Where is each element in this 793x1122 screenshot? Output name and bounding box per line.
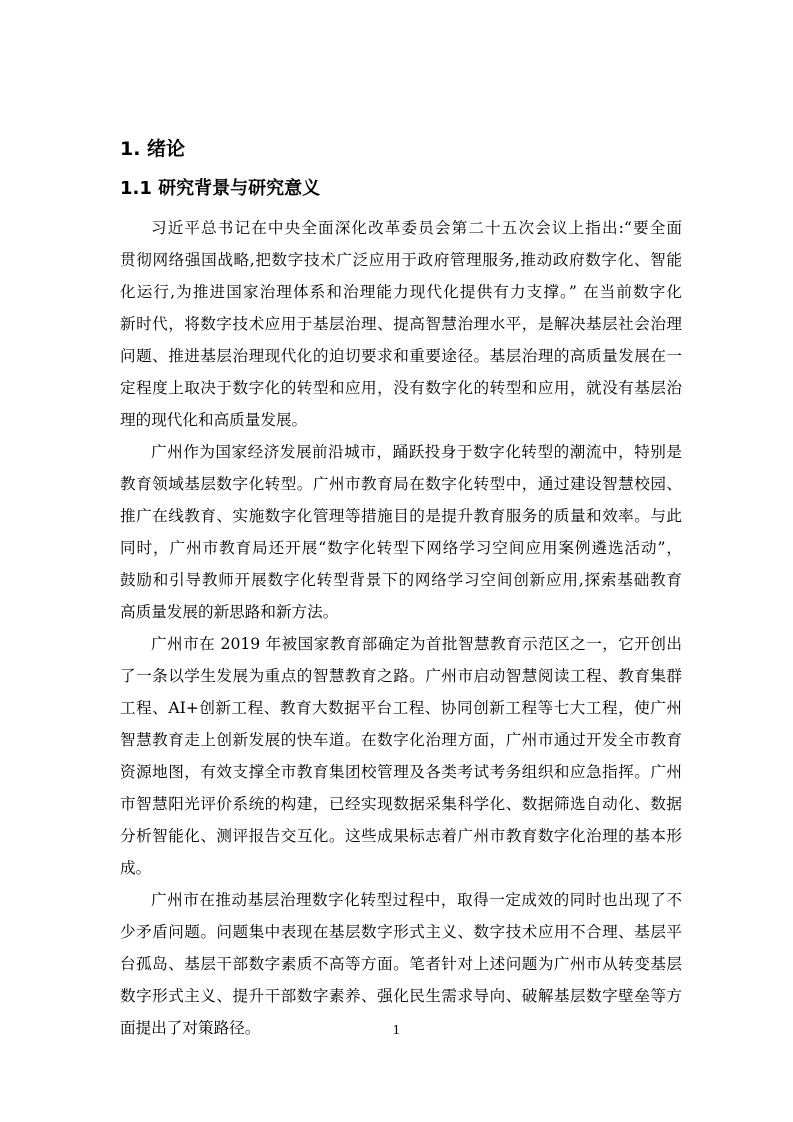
- text-line: 台孤岛、基层干部数字素质不高等方面。笔者针对上述问题为广州市从转变基层: [120, 955, 682, 973]
- text-line: 习近平总书记在中央全面深化改革委员会第二十五次会议上指出:“要全面: [151, 219, 682, 237]
- body-text: [120, 212, 682, 1044]
- chapter-heading: 1. 绪论: [120, 138, 186, 160]
- text-line: 问题、推进基层治理现代化的迫切要求和重要途径。基层治理的高质量发展在一: [120, 347, 682, 365]
- text-line: 化运行,为推进国家治理体系和治理能力现代化提供有力支撑。” 在当前数字化: [120, 283, 682, 301]
- text-line: 高质量发展的新思路和新方法。: [120, 603, 339, 621]
- paragraph: [120, 628, 682, 884]
- text-line: 工程、AI+创新工程、教育大数据平台工程、协同创新工程等七大工程，使广州: [120, 699, 682, 717]
- text-line: 资源地图，有效支撑全市教育集团校管理及各类考试考务组织和应急指挥。广州: [120, 763, 682, 781]
- text-line: 定程度上取决于数字化的转型和应用，没有数字化的转型和应用，就没有基层治: [120, 379, 682, 397]
- page-number: 1: [392, 1023, 401, 1037]
- text-line: 广州作为国家经济发展前沿城市，踊跃投身于数字化转型的潮流中，特别是: [151, 443, 682, 461]
- text-line: 面提出了对策路径。: [120, 1019, 261, 1037]
- text-line: 数字形式主义、提升干部数字素养、强化民生需求导向、破解基层数字壁垒等方: [120, 987, 682, 1005]
- text-line: 广州市在推动基层治理数字化转型过程中，取得一定成效的同时也出现了不: [151, 891, 682, 909]
- text-line: 推广在线教育、实施数字化管理等措施目的是提升教育服务的质量和效率。与此: [120, 507, 682, 525]
- text-line: 教育领域基层数字化转型。广州市教育局在数字化转型中，通过建设智慧校园、: [120, 475, 682, 493]
- text-line: 了一条以学生发展为重点的智慧教育之路。广州市启动智慧阅读工程、教育集群: [120, 667, 682, 685]
- text-line: 鼓励和引导教师开展数字化转型背景下的网络学习空间创新应用,探索基础教育: [120, 571, 682, 589]
- text-line: 少矛盾问题。问题集中表现在基层数字形式主义、数字技术应用不合理、基层平: [120, 923, 682, 941]
- paragraph: [120, 212, 682, 436]
- text-line: 成。: [120, 859, 152, 877]
- text-line: 智慧教育走上创新发展的快车道。在数字化治理方面，广州市通过开发全市教育: [120, 731, 682, 749]
- text-line: 新时代，将数字技术应用于基层治理、提高智慧治理水平，是解决基层社会治理: [120, 315, 682, 333]
- text-line: 贯彻网络强国战略,把数字技术广泛应用于政府管理服务,推动政府数字化、智能: [120, 251, 682, 269]
- paragraph: [120, 436, 682, 628]
- section-heading: 1.1 研究背景与研究意义: [120, 178, 321, 199]
- text-line: 同时，广州市教育局还开展“数字化转型下网络学习空间应用案例遴选活动”，: [120, 539, 682, 557]
- text-line: 市智慧阳光评价系统的构建，已经实现数据采集科学化、数据筛选自动化、数据: [120, 795, 682, 813]
- paragraph: [120, 884, 682, 1044]
- text-line: 理的现代化和高质量发展。: [120, 411, 308, 429]
- text-line: 分析智能化、测评报告交互化。这些成果标志着广州市教育数字化治理的基本形: [120, 827, 682, 845]
- text-line: 广州市在 2019 年被国家教育部确定为首批智慧教育示范区之一，它开创出: [151, 635, 682, 653]
